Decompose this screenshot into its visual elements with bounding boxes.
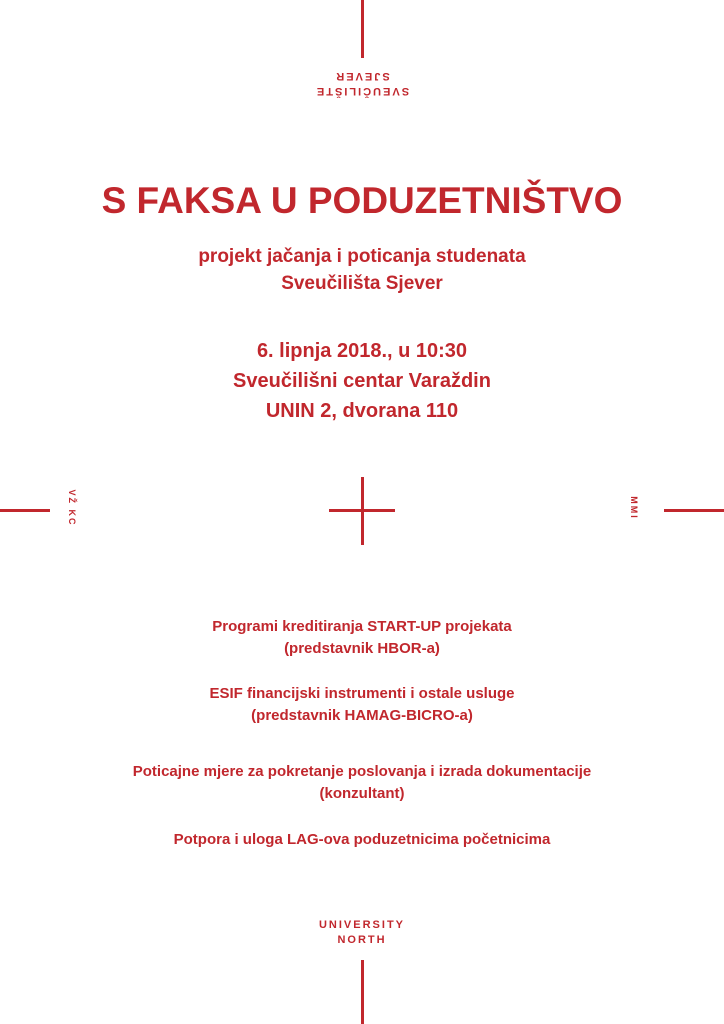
program-item [0,683,724,727]
event-venue: Sveučilišni centar Varaždin [233,370,491,392]
program-item-title: Programi kreditiranja START-UP projekata [212,618,512,635]
logo-bottom-line1: UNIVERSITY [318,919,405,931]
university-logo-top [312,68,412,98]
side-label-right: MMI [629,496,639,520]
event-subtitle-line1: projekt jačanja i poticanja studenata [198,246,526,267]
program-item-title: Potpora i uloga LAG-ova poduzetnicima početnicima [173,831,551,848]
program-item [0,761,724,805]
side-label-left: VŽ KC [67,489,77,527]
program-item-speaker: (konzultant) [319,785,405,802]
logo-bottom-line2: NORTH [337,934,387,946]
event-date-time: 6. lipnja 2018., u 10:30 [256,340,468,362]
program-item-title: Poticajne mjere za pokretanje poslovanja i izrada dokumentacije [132,763,592,780]
logo-top-line2: SJEVER [334,70,390,82]
program-item-title: ESIF financijski instrumenti i ostale usluge [209,685,515,702]
university-logo-bottom [0,918,724,948]
program-item [0,829,724,851]
top-vertical-line [361,0,364,58]
event-title: S FAKSA U PODUZETNIŠTVO [101,180,623,221]
event-room: UNIN 2, dvorana 110 [265,400,459,422]
program-item-speaker: (predstavnik HAMAG-BICRO-a) [251,707,473,724]
program-item-speaker: (predstavnik HBOR-a) [284,640,440,657]
bottom-vertical-line [361,960,364,1024]
event-subtitle-line2: Sveučilišta Sjever [281,273,443,294]
program-item [0,616,724,660]
left-horizontal-line [0,509,50,512]
logo-top-line1: SVEUČILIŠTE [314,85,410,97]
center-cross-vertical [361,477,364,545]
right-horizontal-line [664,509,724,512]
